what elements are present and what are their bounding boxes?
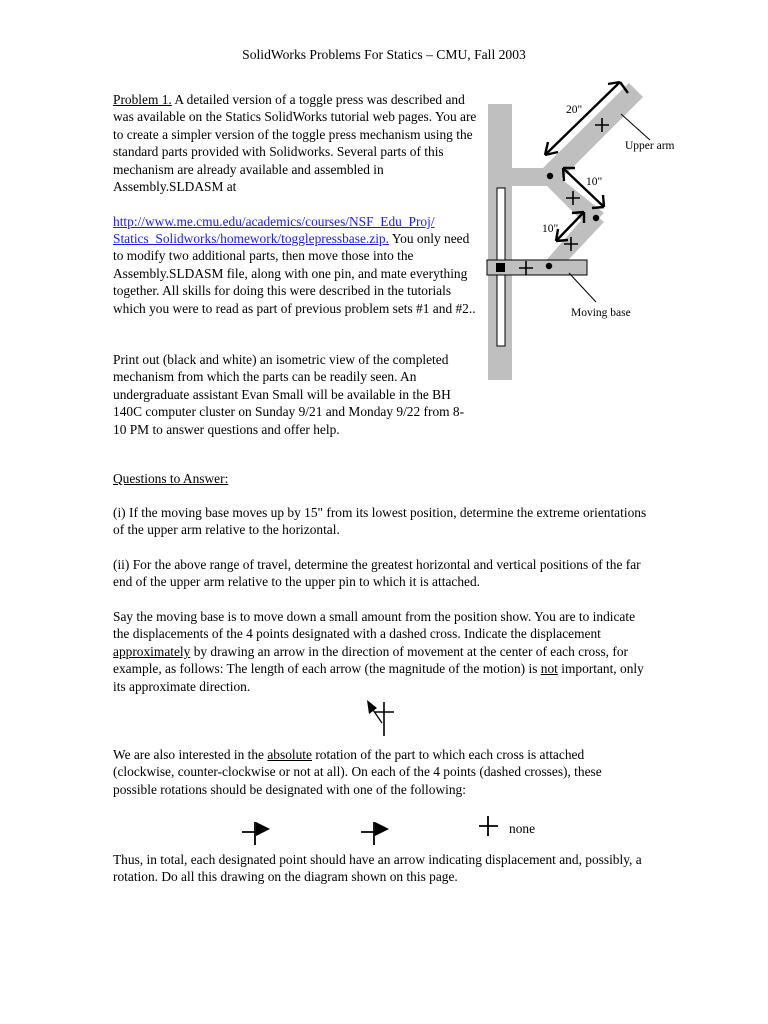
intro-text2: You only need to modify two additional parts, then move those into the Assembly.SLDASM file, along with one pin, and mate everything together. All skills for doing this were described in the tutorials which you were to read as part of previous problem sets #1 and #2.. <box>113 231 476 316</box>
print-instructions: Print out (black and white) an isometric view of the completed mechanism from which the parts can be readily seen. An undergraduate assistant Evan Small will be available in the BH 140C computer cluster on Sunday 9/21 and Monday 9/22 from 8-10 PM to answer questions and offer help. <box>113 352 465 437</box>
questions-heading: Questions to Answer: <box>113 471 229 486</box>
say-text-c: important, only its approximate direction. <box>113 661 644 694</box>
rotation-none-symbol <box>479 816 498 836</box>
zip-link-line2[interactable]: Statics_Solidworks/homework/togglepressbase.zip. <box>113 231 389 246</box>
upper-arm-leader <box>621 114 650 140</box>
label-20in: 20" <box>566 104 583 116</box>
abs-text-a: We are also interested in the <box>113 747 268 762</box>
question-2: (ii) For the above range of travel, determine the greatest horizontal and vertical positions of the far end of the upper arm relative to the upper pin to which it is attached. <box>113 557 641 590</box>
upper-pin <box>547 173 553 179</box>
label-10in-upper: 10" <box>586 176 603 188</box>
none-label: none <box>509 821 536 836</box>
base-pin <box>546 263 552 269</box>
page-title: SolidWorks Problems For Statics – CMU, Fall 2003 <box>242 47 526 62</box>
zip-link-line1[interactable]: http://www.me.cmu.edu/academics/courses/NSF_Edu_Proj/ <box>113 214 435 229</box>
label-upper-arm: Upper arm <box>625 140 675 152</box>
abs-underlined: absolute <box>267 747 312 762</box>
label-moving-base: Moving base <box>571 307 631 319</box>
say-not: not <box>540 661 558 677</box>
frame <box>488 104 559 380</box>
middle-pin <box>593 215 599 221</box>
intro-text: A detailed version of a toggle press was described and was available on the Statics SolidWorks tutorial web pages. You are to create a simpler version of the toggle press mechanism using the standard parts provided with Solidworks. Several parts of this mechanism are already available and assembled in Assembly.SLDASM at <box>113 92 477 195</box>
question-1: (i) If the moving base moves up by 15" from its lowest position, determine the extreme orientations of the upper arm relative to the horizontal. <box>113 505 647 538</box>
label-10in-lower: 10" <box>542 223 559 235</box>
problem-label: Problem 1. <box>113 92 172 107</box>
closing-instructions: Thus, in total, each designated point should have an arrow indicating displacement and, possibly, a rotation. Do all this drawing on the diagram shown on this page. <box>113 852 642 885</box>
upper-arm <box>541 83 643 185</box>
say-underlined: approximately <box>113 643 191 659</box>
example-arrow <box>367 700 394 736</box>
say-text-b: by drawing an arrow in the direction of movement at the center of each cross, for example, as follows: The length of each arrow (the magnitude of the motion) is <box>113 643 628 677</box>
base-block <box>496 263 505 272</box>
moving-base-leader <box>569 273 596 302</box>
say-text-a: Say the moving base is to move down a small amount from the position show. You are to indicate the displacements of the 4 points designated with a dashed cross. Indicate the displacement <box>113 609 636 642</box>
rotation-symbol-2 <box>361 822 389 845</box>
rotation-symbol-1 <box>242 822 270 845</box>
abs-text-b: rotation of the part to which each cross is attached (clockwise, counter-clockwise or not at all). On each of the 4 points (dashed crosses), these possible rotations should be designated with one of the following: <box>113 747 602 797</box>
